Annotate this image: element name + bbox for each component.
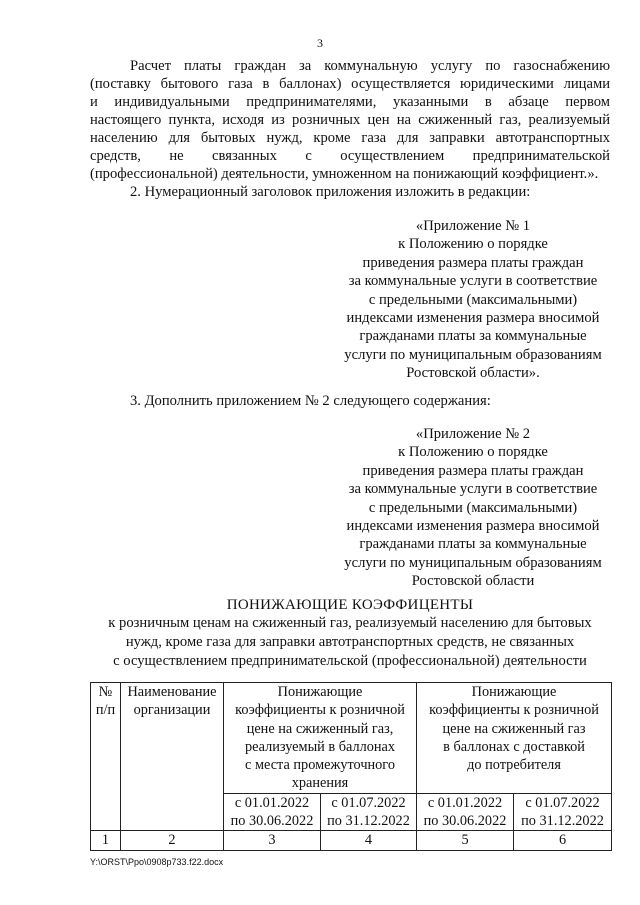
header-number: № п/п (91, 683, 121, 831)
subtitle-line: к розничным ценам на сжиженный газ, реализуемый населению для бытовых (108, 615, 592, 631)
appendix-line: за коммунальные услуги в соответствие (348, 481, 598, 498)
appendix-line: услуги по муниципальным образованиям (344, 346, 602, 363)
subtitle-line: с осуществлением предпринимательской (профессиональной) деятельности (113, 653, 587, 669)
appendix-line: к Положению о порядке (398, 444, 548, 461)
table-index-row (91, 831, 612, 850)
paragraph-line: населению для бытовых нужд, кроме газа для заправки автотранспортных (90, 130, 610, 146)
appendix-line: гражданами платы за коммунальные (359, 536, 587, 553)
index-cell: 4 (321, 831, 417, 850)
appendix-line: Ростовской области». (406, 365, 540, 382)
appendix-line: Ростовской области (411, 573, 535, 590)
item-3-text: 3. Дополнить приложением № 2 следующего содержания: (130, 393, 491, 409)
index-cell: 1 (91, 831, 121, 850)
index-cell: 6 (514, 831, 612, 850)
period-cell: с 01.01.2022 по 30.06.2022 (417, 793, 514, 831)
paragraph-line: Расчет платы граждан за коммунальную услугу по газоснабжению (130, 58, 610, 74)
appendix-line: «Приложение № 1 (415, 218, 531, 234)
page-number: 3 (317, 36, 323, 50)
appendix-line: «Приложение № 2 (415, 426, 531, 442)
period-cell: с 01.01.2022 по 30.06.2022 (224, 793, 321, 831)
paragraph-line: и индивидуальными предпринимателями, указанными в абзаце первом (90, 94, 610, 110)
appendix-line: с предельными (максимальными) (368, 291, 578, 308)
paragraph-line: настоящего пункта, исходя из розничных цен на сжиженный газ, реализуемый (90, 112, 610, 128)
appendix-line: индексами изменения размера вносимой (346, 310, 600, 327)
index-cell: 2 (121, 831, 224, 850)
appendix-1-header (338, 217, 608, 383)
appendix-line: гражданами платы за коммунальные (359, 328, 587, 345)
subtitle-line: нужд, кроме газа для заправки автотранспортных средств, не связанных (125, 634, 575, 650)
appendix-line: к Положению о порядке (398, 236, 548, 253)
table-header-row (91, 683, 612, 794)
header-organization: Наименование организации (121, 683, 224, 831)
paragraph-line: средств, не связанных с осуществлением предпринимательской (90, 148, 610, 164)
paragraph-line: (профессиональной) деятельности, умноженном на понижающий коэффициент.». (90, 166, 599, 182)
appendix-line: приведения размера платы граждан (362, 462, 584, 479)
appendix-line: с предельными (максимальными) (368, 499, 578, 516)
appendix-line: услуги по муниципальным образованиям (344, 554, 602, 571)
table-title: ПОНИЖАЮЩИЕ КОЭФФИЦЕНТЫ (226, 597, 474, 613)
period-cell: с 01.07.2022 по 31.12.2022 (321, 793, 417, 831)
item-2-text: 2. Нумерационный заголовок приложения изложить в редакции: (130, 184, 531, 200)
appendix-line: за коммунальные услуги в соответствие (348, 273, 598, 290)
appendix-line: приведения размера платы граждан (362, 254, 584, 271)
index-cell: 3 (224, 831, 321, 850)
header-group-intermediate-storage: Понижающие коэффициенты к розничной цене на сжиженный газ, реализуемый в баллонах с места промежуточного хранения (224, 683, 417, 794)
appendix-2-header (338, 425, 608, 591)
coefficients-table (90, 682, 612, 851)
table-subtitle (90, 614, 610, 671)
appendix-line: индексами изменения размера вносимой (346, 518, 600, 535)
calculation-paragraph (90, 57, 610, 183)
paragraph-line: (поставку бытового газа в баллонах) осуществляется юридическими лицами (90, 76, 610, 92)
header-group-delivery: Понижающие коэффициенты к розничной цене на сжиженный газ в баллонах с доставкой до потребителя (417, 683, 612, 794)
index-cell: 5 (417, 831, 514, 850)
period-cell: с 01.07.2022 по 31.12.2022 (514, 793, 612, 831)
file-path-footer: Y:\ORST\Ppo\0908p733.f22.docx (90, 857, 224, 867)
